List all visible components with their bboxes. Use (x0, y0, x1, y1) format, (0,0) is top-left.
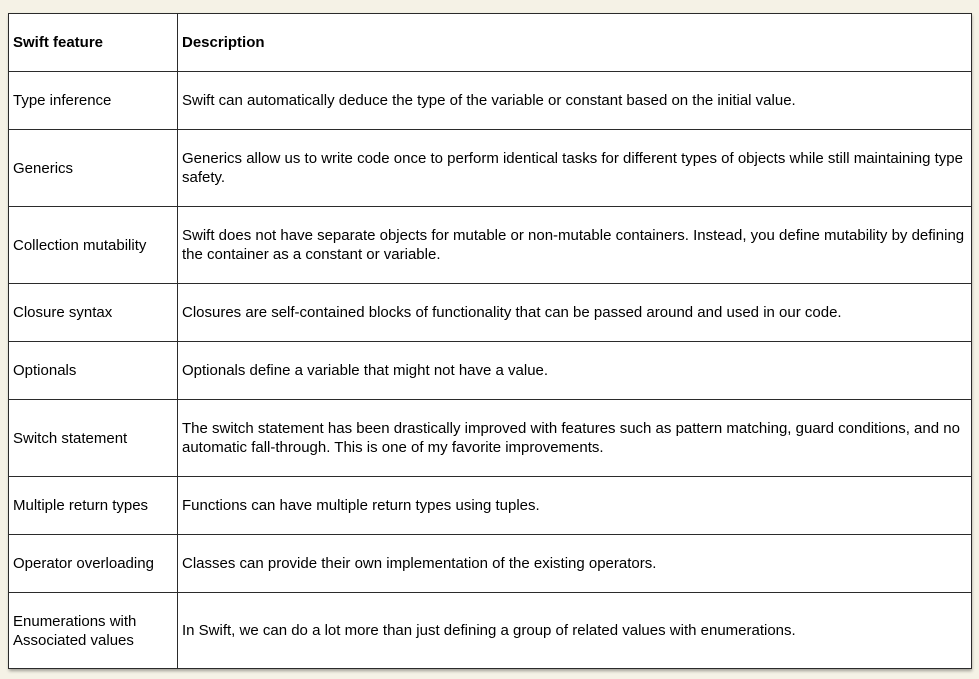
description-cell: Swift does not have separate objects for mutable or non-mutable containers. Instead, you define mutability by defining the container as a constant or variable. (178, 207, 972, 284)
description-cell: Functions can have multiple return types using tuples. (178, 477, 972, 535)
table-row (9, 130, 972, 207)
description-cell: Closures are self-contained blocks of functionality that can be passed around and used in our code. (178, 284, 972, 342)
header-swift-feature: Swift feature (9, 14, 178, 72)
header-description: Description (178, 14, 972, 72)
table-row (9, 342, 972, 400)
feature-cell: Enumerations with Associated values (9, 593, 178, 669)
table-row (9, 477, 972, 535)
table-header-row (9, 14, 972, 72)
description-cell: Generics allow us to write code once to perform identical tasks for different types of objects while still maintaining type safety. (178, 130, 972, 207)
feature-cell: Operator overloading (9, 535, 178, 593)
description-cell: Swift can automatically deduce the type of the variable or constant based on the initial value. (178, 72, 972, 130)
feature-cell: Switch statement (9, 400, 178, 477)
feature-cell: Optionals (9, 342, 178, 400)
description-cell: Optionals define a variable that might not have a value. (178, 342, 972, 400)
description-cell: Classes can provide their own implementation of the existing operators. (178, 535, 972, 593)
table-row (9, 72, 972, 130)
swift-features-table (8, 13, 972, 669)
table-row (9, 593, 972, 669)
description-cell: The switch statement has been drastically improved with features such as pattern matching, guard conditions, and no automatic fall-through. This is one of my favorite improvements. (178, 400, 972, 477)
feature-cell: Type inference (9, 72, 178, 130)
feature-cell: Multiple return types (9, 477, 178, 535)
table-row (9, 535, 972, 593)
table-row (9, 284, 972, 342)
table-row (9, 400, 972, 477)
table-frame (8, 13, 971, 669)
feature-cell: Generics (9, 130, 178, 207)
feature-cell: Collection mutability (9, 207, 178, 284)
description-cell: In Swift, we can do a lot more than just defining a group of related values with enumerations. (178, 593, 972, 669)
table-row (9, 207, 972, 284)
feature-cell: Closure syntax (9, 284, 178, 342)
